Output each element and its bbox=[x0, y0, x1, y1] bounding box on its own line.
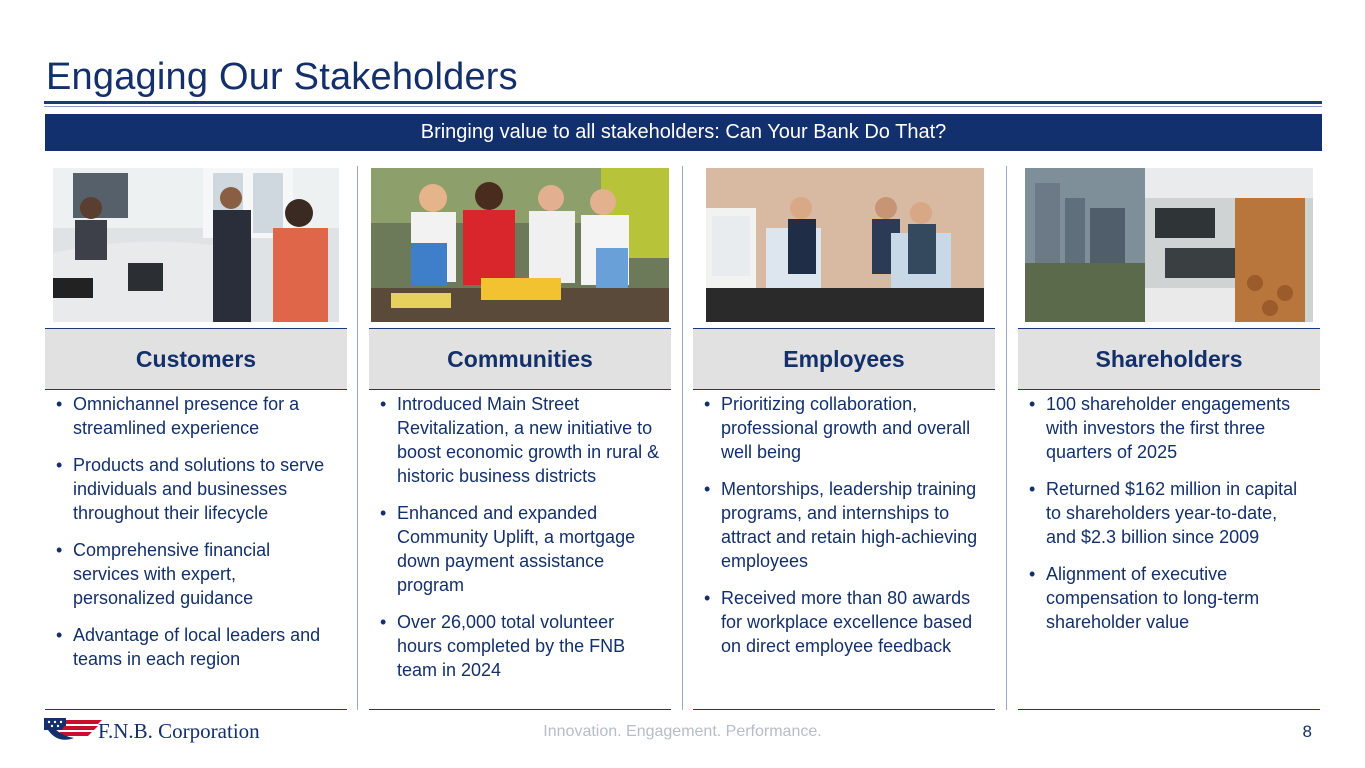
banner-text: Bringing value to all stakeholders: Can Your Bank Do That? bbox=[420, 121, 947, 143]
list-item: • Over 26,000 total volunteer hours completed by the FNB team in 2024 bbox=[369, 610, 671, 682]
column-bottom-rule bbox=[693, 709, 995, 710]
column-customers bbox=[45, 164, 347, 712]
communities-bullets bbox=[369, 392, 671, 695]
list-item: • Prioritizing collaboration, professional growth and overall well being bbox=[693, 392, 995, 464]
list-item: • Received more than 80 awards for workplace excellence based on direct employee feedback bbox=[693, 586, 995, 658]
list-item: • Advantage of local leaders and teams in each region bbox=[45, 623, 347, 671]
list-item: • Comprehensive financial services with expert, personalized guidance bbox=[45, 538, 347, 610]
column-bottom-rule bbox=[369, 709, 671, 710]
list-item: • Alignment of executive compensation to long-term shareholder value bbox=[1018, 562, 1320, 634]
column-divider bbox=[357, 166, 358, 710]
column-divider bbox=[682, 166, 683, 710]
shareholders-heading: Shareholders bbox=[1018, 328, 1320, 390]
customers-heading: Customers bbox=[45, 328, 347, 390]
shareholders-bullets bbox=[1018, 392, 1320, 647]
slide-title: Engaging Our Stakeholders bbox=[46, 56, 518, 98]
title-rule-thin bbox=[44, 106, 1322, 107]
list-item: • Omnichannel presence for a streamlined experience bbox=[45, 392, 347, 440]
employees-bullets bbox=[693, 392, 995, 671]
column-bottom-rule bbox=[45, 709, 347, 710]
employees-photo bbox=[706, 168, 984, 322]
customers-photo bbox=[53, 168, 339, 322]
shareholders-photo bbox=[1025, 168, 1313, 322]
customers-bullets bbox=[45, 392, 347, 684]
list-item: • Mentorships, leadership training programs, and internships to attract and retain high-achieving employees bbox=[693, 477, 995, 573]
list-item: • Returned $162 million in capital to shareholders year-to-date, and $2.3 billion since 2009 bbox=[1018, 477, 1320, 549]
communities-heading: Communities bbox=[369, 328, 671, 390]
column-bottom-rule bbox=[1018, 709, 1320, 710]
employees-heading: Employees bbox=[693, 328, 995, 390]
column-shareholders bbox=[1018, 164, 1320, 712]
column-communities bbox=[369, 164, 671, 712]
page-number: 8 bbox=[1302, 722, 1312, 741]
title-rule bbox=[44, 101, 1322, 104]
column-employees bbox=[693, 164, 995, 712]
footer-tagline: Innovation. Engagement. Performance. bbox=[543, 723, 822, 740]
list-item: • Products and solutions to serve individuals and businesses throughout their lifecycle bbox=[45, 453, 347, 525]
communities-photo bbox=[371, 168, 669, 322]
banner bbox=[45, 114, 1322, 151]
column-divider bbox=[1006, 166, 1007, 710]
list-item: • 100 shareholder engagements with investors the first three quarters of 2025 bbox=[1018, 392, 1320, 464]
list-item: • Introduced Main Street Revitalization, a new initiative to boost economic growth in rural & historic business districts bbox=[369, 392, 671, 488]
list-item: • Enhanced and expanded Community Uplift, a mortgage down payment assistance program bbox=[369, 501, 671, 597]
logo-text: F.N.B. Corporation bbox=[98, 719, 260, 743]
